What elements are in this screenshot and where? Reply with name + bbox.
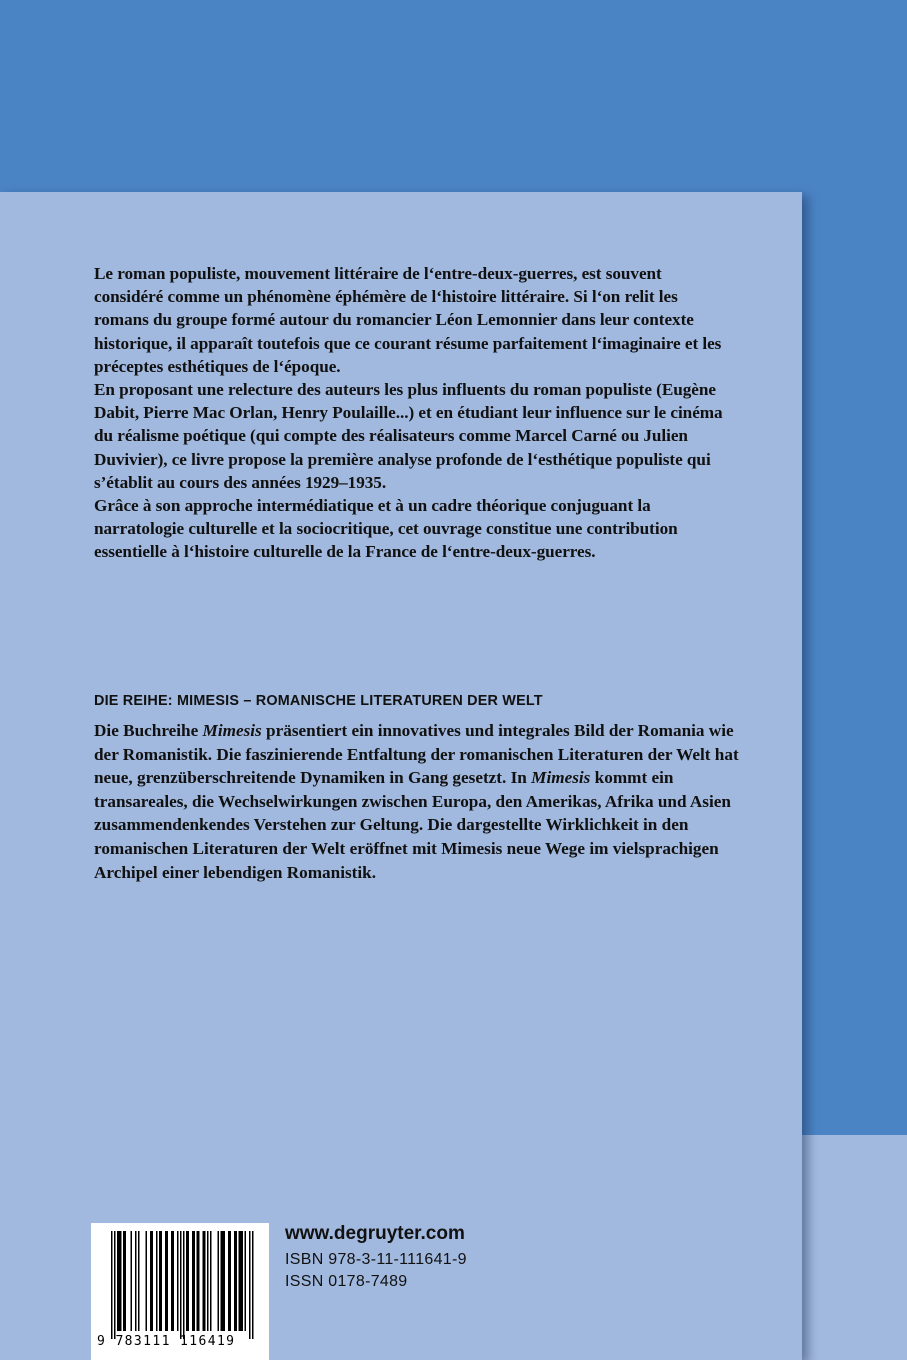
barcode-bar xyxy=(198,1231,200,1331)
book-blurb xyxy=(94,262,734,564)
blurb-paragraph-3: Grâce à son approche intermédiatique et à un cadre théorique conjuguant la narratologie culturelle et la sociocritique, cet ouvrage constitue une contribution essentielle à l‘histoire culturelle de la France de l‘entre-deux-guerres. xyxy=(94,496,678,562)
barcode-bar xyxy=(135,1231,137,1331)
series-text-part-1: Die Buchreihe xyxy=(94,721,203,740)
series-text-part-2: präsentiert ein innovatives und integrales Bild der Romania wie der Romanistik. Die faszinierende Entfaltung der romanischen Literaturen der Welt hat neue, grenzüberschreitende Dynamiken in Gang gesetzt. In xyxy=(94,721,739,788)
barcode-digits: 9 783111 116419 xyxy=(97,1334,236,1349)
isbn-barcode xyxy=(91,1223,269,1360)
barcode-bar xyxy=(125,1231,127,1331)
blurb-paragraph-1: Le roman populiste, mouvement littéraire de l‘entre-deux-guerres, est souvent considéré comme un phénomène éphémère de l‘histoire littéraire. Si l‘on relit les romans du groupe formé autour du romancier Léon Lemonnier dans leur contexte historique, il apparaît toutefois que ce courant résume parfaitement l‘imaginaire et les préceptes esthétiques de l‘époque. xyxy=(94,264,722,376)
publisher-url[interactable]: www.degruyter.com xyxy=(285,1223,465,1244)
barcode-bar xyxy=(242,1231,244,1331)
barcode-bar xyxy=(207,1231,209,1331)
barcode-bar xyxy=(165,1231,167,1331)
barcode-bar xyxy=(240,1231,242,1331)
barcode-bar xyxy=(152,1231,154,1331)
barcode-bar xyxy=(146,1231,148,1331)
barcode-bar xyxy=(138,1231,140,1331)
barcode-bar xyxy=(234,1231,236,1331)
barcode-bar xyxy=(249,1231,251,1339)
barcode-bar xyxy=(180,1231,182,1339)
barcode-bar xyxy=(173,1231,175,1331)
blurb-paragraph-2: En proposant une relecture des auteurs les plus influents du roman populiste (Eugène Dabit, Pierre Mac Orlan, Henry Poulaille...) et en étudiant leur influence sur le cinéma du réalisme poétique (qui compte des réalisateurs comme Marcel Carné ou Julien Duvivier), ce livre propose la première analyse profonde de l‘esthétique populiste qui s’établit au cours des années 1929–1935. xyxy=(94,380,723,492)
barcode-bar xyxy=(210,1231,212,1331)
barcode-bar xyxy=(114,1231,116,1339)
barcode-bar xyxy=(111,1231,113,1339)
barcode-bar xyxy=(171,1231,173,1331)
barcode-bar xyxy=(224,1231,226,1331)
barcode-bar xyxy=(197,1231,199,1331)
barcode-bar xyxy=(131,1231,133,1331)
barcode-bar xyxy=(192,1231,194,1331)
barcode-bar xyxy=(186,1231,188,1331)
barcode-bar xyxy=(218,1231,220,1331)
series-description xyxy=(94,719,744,884)
series-title-italic-2: Mimesis xyxy=(531,768,591,788)
barcode-bar xyxy=(120,1231,122,1331)
barcode-bar xyxy=(204,1231,206,1331)
barcode-bar xyxy=(228,1231,230,1331)
barcode-bar xyxy=(230,1231,232,1331)
barcode-bar xyxy=(203,1231,205,1331)
barcode-bar xyxy=(177,1231,179,1331)
barcode-bar xyxy=(159,1231,161,1331)
barcode-bar xyxy=(221,1231,223,1331)
barcode-bar xyxy=(117,1231,119,1331)
barcode-bar xyxy=(188,1231,190,1331)
barcode-bar xyxy=(183,1231,185,1339)
barcode-bar xyxy=(245,1231,247,1331)
barcode-bar xyxy=(252,1231,254,1339)
isbn-number: ISBN 978-3-11-111641-9 xyxy=(285,1251,467,1268)
top-color-band xyxy=(0,0,907,192)
right-color-band xyxy=(802,0,907,1135)
barcode-bar xyxy=(119,1231,121,1331)
barcode-bar xyxy=(150,1231,152,1331)
barcode-bar xyxy=(167,1231,169,1331)
barcode-bar xyxy=(156,1231,158,1331)
series-text-part-3: kommt ein transareales, die Wechselwirkungen zwischen Europa, den Amerikas, Afrika und Asien zusammendenkendes Verstehen zur Geltung. Die dargestellte Wirklichkeit in den romanischen Literaturen der Welt eröffnet mit Mimesis neue Wege im vielsprachigen Archipel einer lebendigen Romanistik. xyxy=(94,768,731,882)
issn-number: ISSN 0178-7489 xyxy=(285,1273,408,1290)
barcode-bar xyxy=(236,1231,238,1331)
series-title-italic-1: Mimesis xyxy=(202,721,262,740)
barcode-bar xyxy=(222,1231,224,1331)
barcode-bar xyxy=(123,1231,125,1331)
barcode-bar xyxy=(194,1231,196,1331)
barcode-bar xyxy=(239,1231,241,1331)
barcode-bar xyxy=(161,1231,163,1331)
series-heading: DIE REIHE: MIMESIS – ROMANISCHE LITERATUREN DER WELT xyxy=(94,693,543,709)
